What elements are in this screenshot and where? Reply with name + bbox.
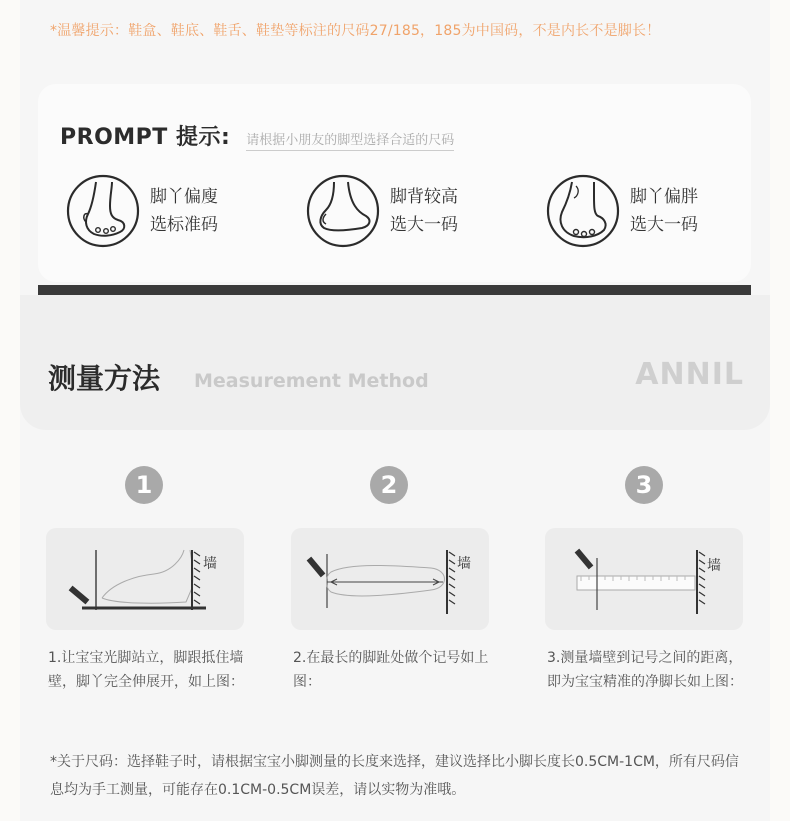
prompt-title: PROMPT 提示:: [60, 125, 231, 150]
method-title: 测量方法: [48, 362, 161, 395]
step-3-badge: 3: [625, 466, 663, 504]
step-2-description: 2.在最长的脚趾处做个记号如上图：: [293, 650, 489, 690]
prompt-heading: [60, 120, 454, 151]
prompt-card: [38, 84, 751, 282]
page-margin-left: [0, 0, 20, 821]
foot-tip-wide-text: [630, 183, 698, 239]
step-1-description: 1.让宝宝光脚站立，脚跟抵住墙壁，脚丫完全伸展开，如上图：: [48, 650, 244, 690]
foot-tip-thin-line2: 选标准码: [150, 215, 218, 235]
prompt-hint: 请根据小朋友的脚型选择合适的尺码: [246, 129, 454, 151]
thin-foot-icon: [66, 174, 140, 248]
wall-label-3: 墙: [707, 558, 721, 574]
foot-tip-high-instep: [306, 174, 458, 248]
step-3-description: 3.测量墙壁到记号之间的距离，即为宝宝精准的净脚长如上图：: [547, 650, 743, 690]
foot-tip-thin: [66, 174, 218, 248]
foot-tip-wide: [546, 174, 698, 248]
step-1-badge: 1: [125, 466, 163, 504]
foot-tip-high-instep-text: [390, 183, 458, 239]
high-instep-foot-icon: [306, 174, 380, 248]
foot-tip-wide-line2: 选大一码: [630, 215, 698, 235]
page-margin-right: [770, 0, 790, 821]
method-header: [20, 295, 770, 430]
foot-tip-high-instep-line2: 选大一码: [390, 215, 458, 235]
step-2-badge: 2: [370, 466, 408, 504]
brand-logo: ANNIL: [635, 357, 744, 392]
foot-tip-wide-line1: 脚丫偏胖: [630, 187, 698, 207]
step-3-illustration: [545, 528, 743, 630]
foot-tip-thin-line1: 脚丫偏廋: [150, 187, 218, 207]
wall-label-1: 墙: [203, 556, 217, 572]
method-subtitle: Measurement Method: [194, 370, 429, 392]
step-2-illustration: [291, 528, 489, 630]
wall-label-2: 墙: [457, 556, 471, 572]
divider-bar: [38, 285, 751, 295]
foot-tip-high-instep-line1: 脚背较高: [390, 187, 458, 207]
step-1-illustration: [46, 528, 244, 630]
foot-tip-thin-text: [150, 183, 218, 239]
size-footnote: *关于尺码：选择鞋子时，请根据宝宝小脚测量的长度来选择，建议选择比小脚长度长0.5CM-1CM，所有尺码信息均为手工测量，可能存在0.1CM-0.5CM误差，请以实物为准哦。: [50, 754, 739, 798]
size-notice: *温馨提示：鞋盒、鞋底、鞋舌、鞋垫等标注的尺码27/185，185为中国码，不是内长不是脚长！: [50, 23, 661, 39]
wide-foot-icon: [546, 174, 620, 248]
